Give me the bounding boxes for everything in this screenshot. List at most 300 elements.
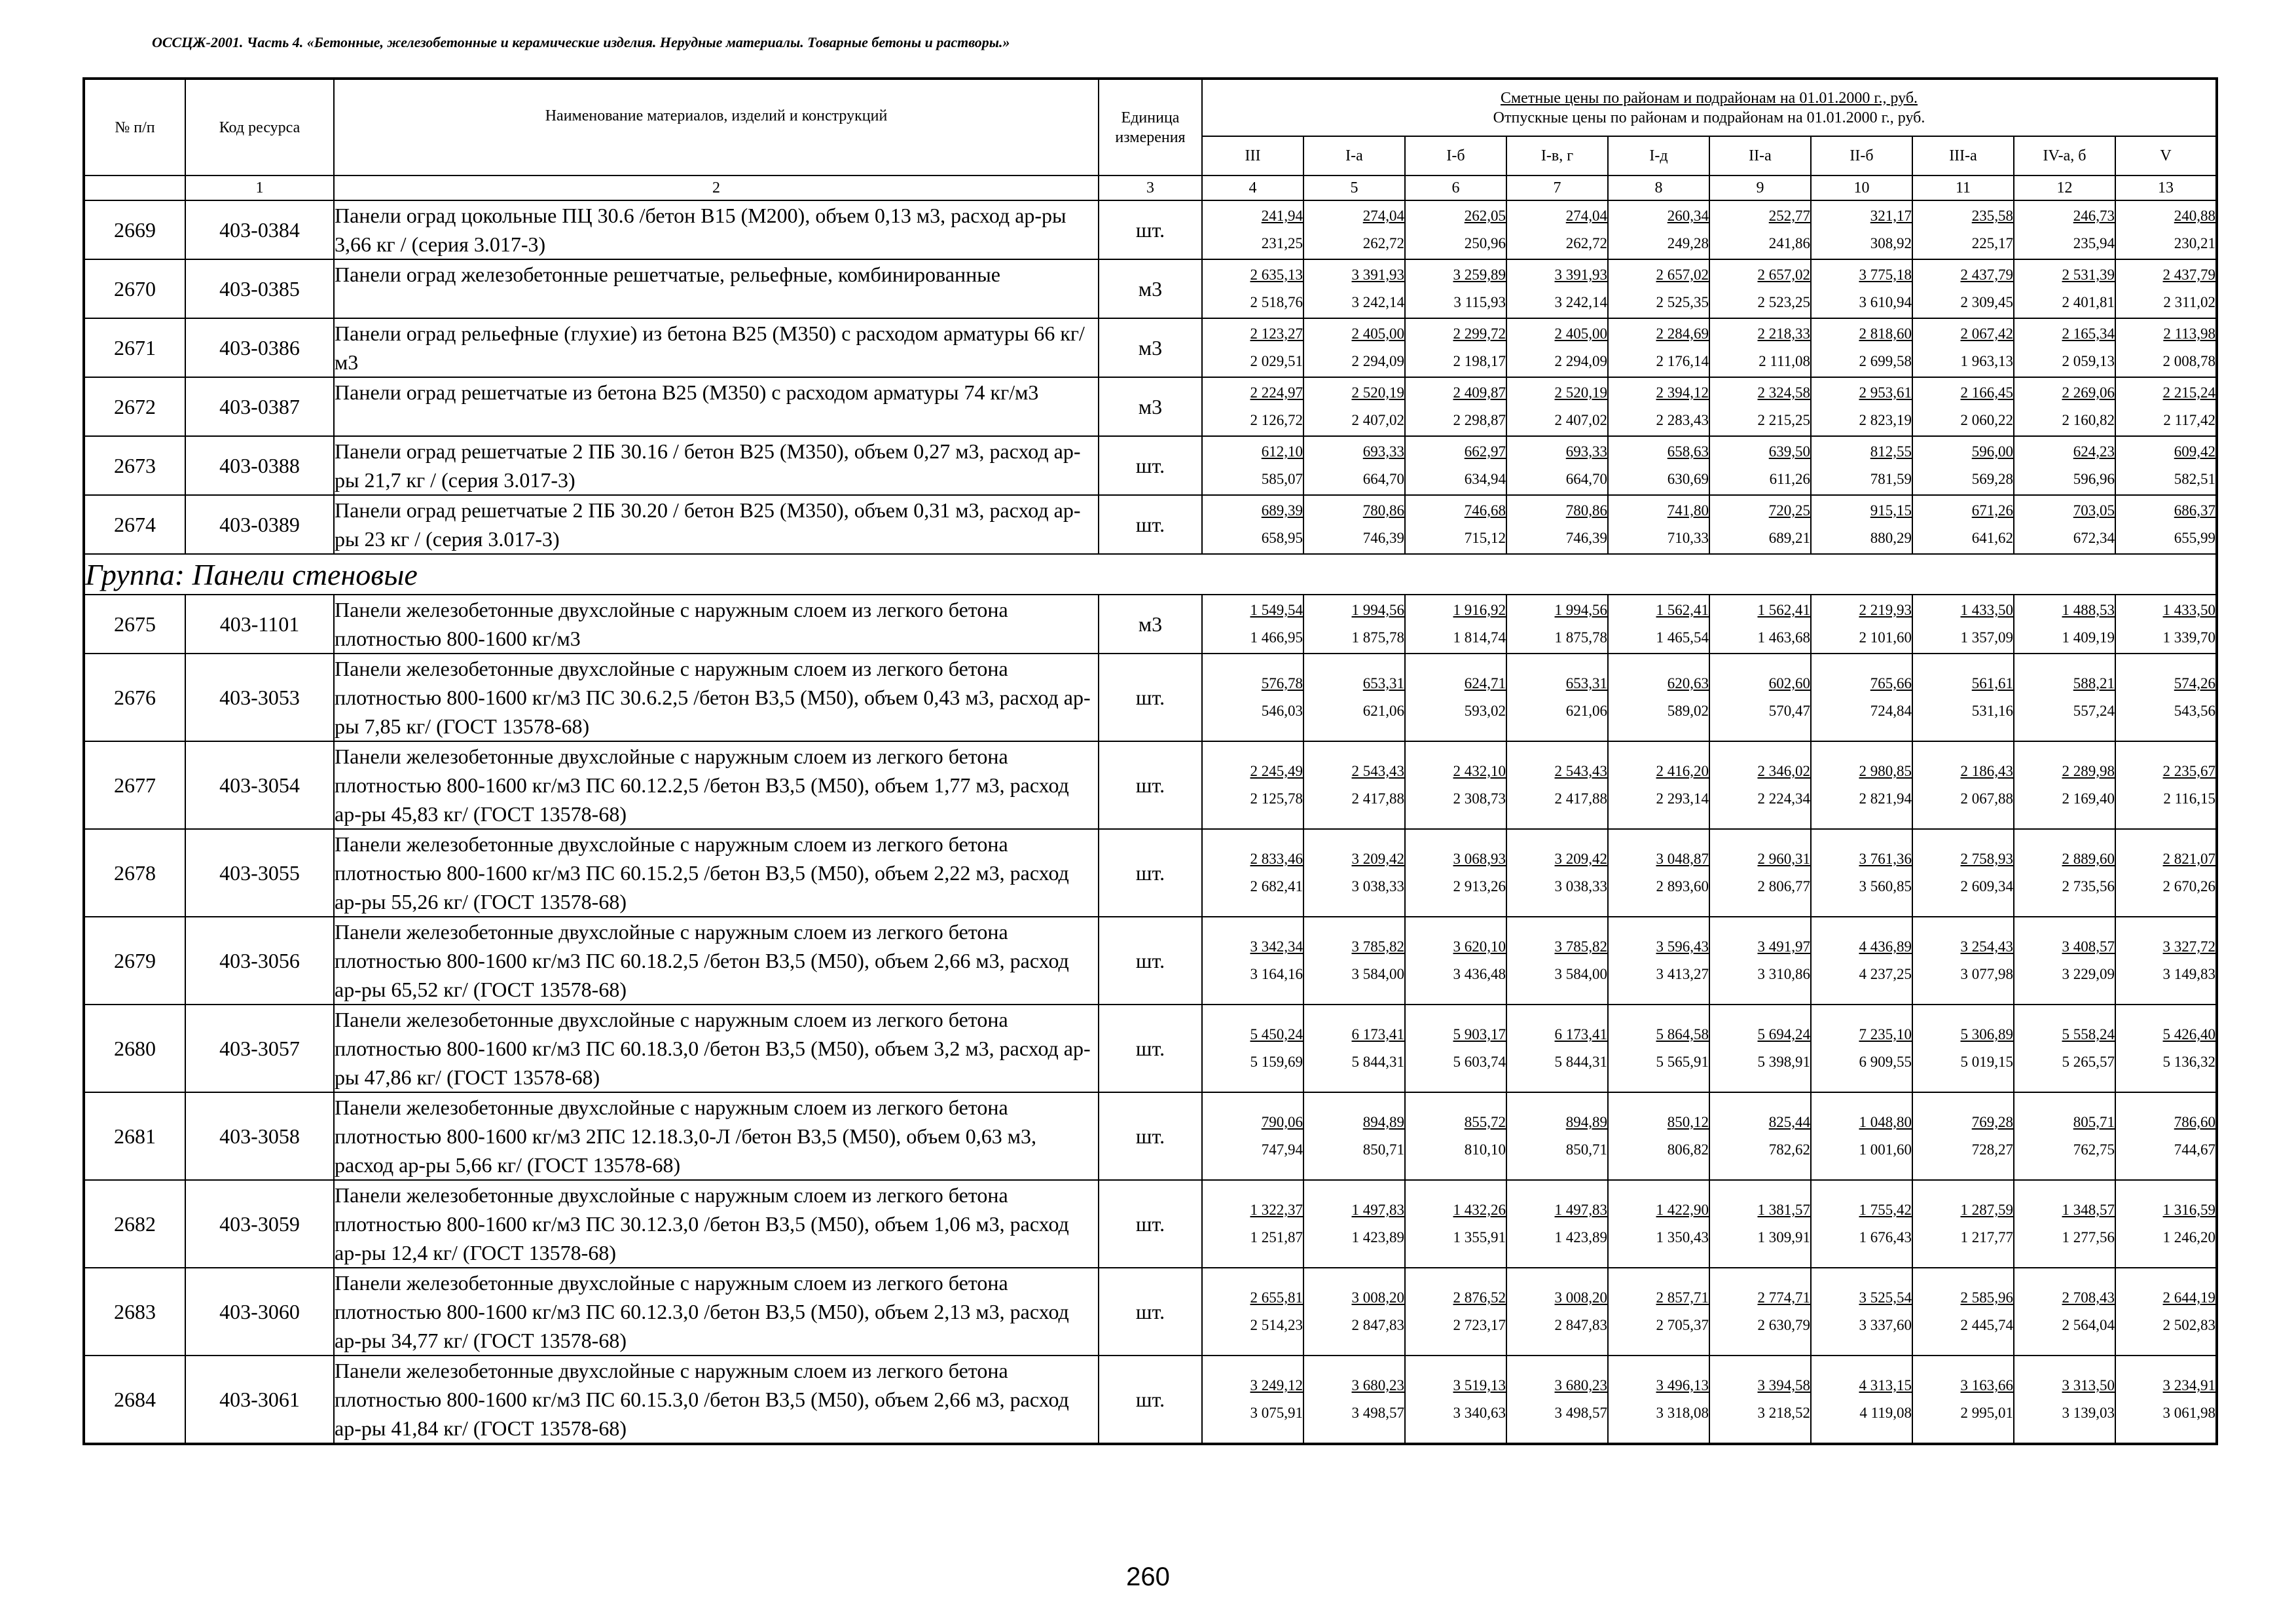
price-cell — [1303, 318, 1405, 377]
estimate-price: 2 437,79 — [1960, 267, 2013, 283]
estimate-price: 3 391,93 — [1554, 267, 1607, 283]
resource-code: 403-3059 — [185, 1180, 334, 1268]
column-number-cell: 4 — [1202, 175, 1303, 200]
release-price: 3 139,03 — [2062, 1405, 2115, 1421]
estimate-price: 689,39 — [1261, 502, 1303, 519]
price-cell — [2115, 1356, 2217, 1444]
estimate-price: 2 543,43 — [1554, 763, 1607, 779]
item-name: Панели железобетонные двухслойные с наружным слоем из легкого бетона плотностью 800-1600 кг/м3 — [334, 595, 1099, 654]
unit-of-measure: шт. — [1099, 741, 1202, 829]
price-cell — [1811, 1356, 1912, 1444]
release-price: 569,28 — [1971, 471, 2013, 487]
row-number: 2680 — [84, 1005, 185, 1092]
estimate-price: 2 416,20 — [1656, 763, 1709, 779]
estimate-price: 3 249,12 — [1250, 1377, 1303, 1393]
price-cell — [2115, 377, 2217, 436]
header-prices — [1202, 79, 2217, 136]
price-cell — [1608, 259, 1709, 318]
estimate-price: 2 657,02 — [1656, 267, 1709, 283]
price-cell — [1202, 917, 1303, 1005]
column-number-cell: 2 — [334, 175, 1099, 200]
release-price: 225,17 — [1971, 235, 2013, 251]
item-name: Панели железобетонные двухслойные с наружным слоем из легкого бетона плотностью 800-1600 кг/м3 ПС 60.15.2,5 /бетон В3,5 (М50), объем 2,22 м3, расход ар-ры 55,26 кг/ (ГОСТ 13578-68) — [334, 829, 1099, 917]
price-cell — [2115, 318, 2217, 377]
price-cell — [1811, 1268, 1912, 1356]
estimate-price: 3 680,23 — [1351, 1377, 1404, 1393]
estimate-price: 3 620,10 — [1453, 938, 1506, 955]
estimate-price: 894,89 — [1565, 1114, 1607, 1130]
estimate-price: 2 269,06 — [2062, 384, 2115, 401]
price-cell — [1202, 200, 1303, 259]
estimate-price: 2 123,27 — [1250, 325, 1303, 342]
column-number-cell: 6 — [1405, 175, 1506, 200]
estimate-price: 3 785,82 — [1351, 938, 1404, 955]
price-cell — [1912, 917, 2014, 1005]
estimate-price: 3 394,58 — [1757, 1377, 1810, 1393]
unit-of-measure: шт. — [1099, 200, 1202, 259]
estimate-price: 2 833,46 — [1250, 851, 1303, 867]
release-price: 2 525,35 — [1656, 294, 1709, 310]
region-header: III — [1202, 136, 1303, 175]
price-cell — [1608, 1356, 1709, 1444]
release-price: 2 417,88 — [1554, 790, 1607, 807]
release-price: 1 357,09 — [1960, 629, 2013, 646]
release-price: 235,94 — [2073, 235, 2115, 251]
table-row — [84, 1268, 2217, 1356]
resource-code: 403-3061 — [185, 1356, 334, 1444]
column-number-cell: 11 — [1912, 175, 2014, 200]
header-release-prices: Отпускные цены по районам и подрайонам на 01.01.2000 г., руб. — [1493, 109, 1925, 126]
estimate-price: 6 173,41 — [1554, 1026, 1607, 1043]
region-header: I-б — [1405, 136, 1506, 175]
release-price: 655,99 — [2174, 530, 2216, 546]
price-cell — [1506, 1356, 1608, 1444]
item-name: Панели оград решетчатые 2 ПБ 30.16 / бетон В25 (М350), объем 0,27 м3, расход ар-ры 21,7 кг / (серия 3.017-3) — [334, 436, 1099, 495]
release-price: 2 311,02 — [2163, 294, 2216, 310]
estimate-price: 703,05 — [2073, 502, 2115, 519]
estimate-price: 246,73 — [2073, 208, 2115, 224]
release-price: 664,70 — [1362, 471, 1404, 487]
release-price: 724,84 — [1870, 703, 1912, 719]
estimate-price: 235,58 — [1971, 208, 2013, 224]
price-cell — [2115, 595, 2217, 654]
price-cell — [1709, 1268, 1811, 1356]
release-price: 621,06 — [1565, 703, 1607, 719]
price-cell — [1709, 1180, 1811, 1268]
estimate-price: 3 391,93 — [1351, 267, 1404, 283]
price-cell — [1709, 318, 1811, 377]
release-price: 2 059,13 — [2062, 353, 2115, 369]
estimate-price: 624,71 — [1464, 675, 1506, 692]
estimate-price: 5 426,40 — [2162, 1026, 2216, 1043]
estimate-price: 1 381,57 — [1757, 1202, 1810, 1218]
table-row — [84, 917, 2217, 1005]
estimate-price: 3 008,20 — [1554, 1289, 1607, 1306]
region-header: III-а — [1912, 136, 2014, 175]
release-price: 531,16 — [1971, 703, 2013, 719]
row-number: 2676 — [84, 654, 185, 741]
release-price: 3 075,91 — [1250, 1405, 1303, 1421]
region-header: IV-а, б — [2014, 136, 2115, 175]
estimate-price: 2 346,02 — [1757, 763, 1810, 779]
price-cell — [1405, 829, 1506, 917]
release-price: 1 355,91 — [1453, 1229, 1506, 1246]
release-price: 3 149,83 — [2162, 966, 2216, 982]
price-cell — [1811, 741, 1912, 829]
estimate-price: 2 215,24 — [2162, 384, 2216, 401]
price-cell — [1709, 829, 1811, 917]
release-price: 2 060,22 — [1960, 412, 2013, 428]
release-price: 4 237,25 — [1859, 966, 1912, 982]
price-cell — [1405, 741, 1506, 829]
unit-of-measure: шт. — [1099, 1092, 1202, 1180]
estimate-price: 2 857,71 — [1656, 1289, 1709, 1306]
price-cell — [2014, 917, 2115, 1005]
release-price: 2 609,34 — [1960, 878, 2013, 895]
release-price: 5 265,57 — [2062, 1054, 2115, 1070]
release-price: 1 466,95 — [1250, 629, 1303, 646]
estimate-price: 2 067,42 — [1960, 325, 2013, 342]
price-cell — [1811, 654, 1912, 741]
resource-code: 403-3056 — [185, 917, 334, 1005]
price-cell — [1506, 654, 1608, 741]
price-cell — [2014, 829, 2115, 917]
release-price: 2 176,14 — [1656, 353, 1709, 369]
release-price: 664,70 — [1565, 471, 1607, 487]
price-cell — [1811, 917, 1912, 1005]
estimate-price: 1 316,59 — [2162, 1202, 2216, 1218]
price-cell — [2115, 436, 2217, 495]
price-cell — [1912, 1268, 2014, 1356]
row-number: 2679 — [84, 917, 185, 1005]
estimate-price: 1 562,41 — [1656, 602, 1709, 618]
estimate-price: 2 409,87 — [1453, 384, 1506, 401]
release-price: 2 893,60 — [1656, 878, 1709, 895]
estimate-price: 1 287,59 — [1960, 1202, 2013, 1218]
estimate-price: 588,21 — [2073, 675, 2115, 692]
estimate-price: 915,15 — [1870, 502, 1912, 519]
estimate-price: 2 657,02 — [1757, 267, 1810, 283]
price-cell — [2014, 654, 2115, 741]
resource-code: 403-0385 — [185, 259, 334, 318]
price-cell — [1405, 1005, 1506, 1092]
price-cell — [1506, 318, 1608, 377]
price-cell — [1709, 200, 1811, 259]
estimate-price: 671,26 — [1971, 502, 2013, 519]
unit-of-measure: м3 — [1099, 259, 1202, 318]
release-price: 782,62 — [1768, 1141, 1810, 1158]
item-name: Панели оград цокольные ПЦ 30.6 /бетон В15 (М200), объем 0,13 м3, расход ар-ры 3,66 кг / (серия 3.017-3) — [334, 200, 1099, 259]
release-price: 589,02 — [1667, 703, 1709, 719]
release-price: 880,29 — [1870, 530, 1912, 546]
estimate-price: 2 821,07 — [2162, 851, 2216, 867]
price-cell — [1506, 1005, 1608, 1092]
estimate-price: 262,05 — [1464, 208, 1506, 224]
row-number: 2678 — [84, 829, 185, 917]
item-name: Панели железобетонные двухслойные с наружным слоем из легкого бетона плотностью 800-1600 кг/м3 ПС 30.6.2,5 /бетон В3,5 (М50), объем 0,43 м3, расход ар-ры 7,85 кг/ (ГОСТ 13578-68) — [334, 654, 1099, 741]
row-number: 2675 — [84, 595, 185, 654]
unit-of-measure: шт. — [1099, 829, 1202, 917]
price-cell — [1811, 595, 1912, 654]
estimate-price: 894,89 — [1362, 1114, 1404, 1130]
release-price: 2 294,09 — [1351, 353, 1404, 369]
estimate-price: 2 437,79 — [2162, 267, 2216, 283]
release-price: 2 126,72 — [1250, 412, 1303, 428]
release-price: 728,27 — [1971, 1141, 2013, 1158]
item-name: Панели железобетонные двухслойные с наружным слоем из легкого бетона плотностью 800-1600 кг/м3 2ПС 12.18.3,0-Л /бетон В3,5 (М50), объем 0,63 м3, расход ар-ры 5,66 кг/ (ГОСТ 13578-68) — [334, 1092, 1099, 1180]
release-price: 2 308,73 — [1453, 790, 1506, 807]
estimate-price: 1 755,42 — [1859, 1202, 1912, 1218]
price-cell — [1303, 829, 1405, 917]
estimate-price: 3 234,91 — [2162, 1377, 2216, 1393]
price-cell — [1202, 1092, 1303, 1180]
estimate-price: 2 165,34 — [2062, 325, 2115, 342]
price-cell — [1202, 1005, 1303, 1092]
release-price: 2 723,17 — [1453, 1317, 1506, 1333]
price-cell — [2115, 1268, 2217, 1356]
resource-code: 403-0384 — [185, 200, 334, 259]
release-price: 2 823,19 — [1859, 412, 1912, 428]
region-header: II-б — [1811, 136, 1912, 175]
release-price: 5 398,91 — [1757, 1054, 1810, 1070]
release-price: 5 159,69 — [1250, 1054, 1303, 1070]
release-price: 744,67 — [2174, 1141, 2216, 1158]
row-number: 2673 — [84, 436, 185, 495]
estimate-price: 746,68 — [1464, 502, 1506, 519]
price-cell — [1811, 259, 1912, 318]
estimate-price: 765,66 — [1870, 675, 1912, 692]
estimate-price: 3 491,97 — [1757, 938, 1810, 955]
release-price: 582,51 — [2174, 471, 2216, 487]
resource-code: 403-0389 — [185, 495, 334, 554]
price-cell — [1608, 741, 1709, 829]
price-cell — [1303, 495, 1405, 554]
estimate-price: 2 394,12 — [1656, 384, 1709, 401]
price-cell — [1202, 654, 1303, 741]
release-price: 2 224,34 — [1757, 790, 1810, 807]
price-cell — [2115, 259, 2217, 318]
resource-code: 403-0386 — [185, 318, 334, 377]
estimate-price: 3 496,13 — [1656, 1377, 1709, 1393]
estimate-price: 596,00 — [1971, 443, 2013, 460]
estimate-price: 5 558,24 — [2062, 1026, 2115, 1043]
release-price: 557,24 — [2073, 703, 2115, 719]
price-cell — [1506, 1092, 1608, 1180]
release-price: 850,71 — [1565, 1141, 1607, 1158]
estimate-price: 2 774,71 — [1757, 1289, 1810, 1306]
release-price: 3 560,85 — [1859, 878, 1912, 895]
price-cell — [1202, 1356, 1303, 1444]
estimate-price: 1 497,83 — [1554, 1202, 1607, 1218]
estimate-price: 3 525,54 — [1859, 1289, 1912, 1306]
estimate-price: 3 209,42 — [1554, 851, 1607, 867]
price-cell — [2014, 436, 2115, 495]
estimate-price: 658,63 — [1667, 443, 1709, 460]
price-cell — [1405, 1268, 1506, 1356]
estimate-price: 693,33 — [1362, 443, 1404, 460]
column-number-cell — [84, 175, 185, 200]
table-row — [84, 741, 2217, 829]
release-price: 689,21 — [1768, 530, 1810, 546]
release-price: 2 518,76 — [1250, 294, 1303, 310]
release-price: 672,34 — [2073, 530, 2115, 546]
estimate-price: 1 433,50 — [2162, 602, 2216, 618]
estimate-price: 2 585,96 — [1960, 1289, 2013, 1306]
estimate-price: 2 405,00 — [1351, 325, 1404, 342]
release-price: 1 875,78 — [1554, 629, 1607, 646]
unit-of-measure: м3 — [1099, 318, 1202, 377]
estimate-price: 2 644,19 — [2162, 1289, 2216, 1306]
estimate-price: 780,86 — [1362, 502, 1404, 519]
estimate-price: 5 450,24 — [1250, 1026, 1303, 1043]
price-cell — [1506, 595, 1608, 654]
release-price: 2 564,04 — [2062, 1317, 2115, 1333]
release-price: 2 298,87 — [1453, 412, 1506, 428]
release-price: 2 670,26 — [2162, 878, 2216, 895]
price-cell — [1811, 1092, 1912, 1180]
release-price: 596,96 — [2073, 471, 2115, 487]
release-price: 1 246,20 — [2162, 1229, 2216, 1246]
release-price: 630,69 — [1667, 471, 1709, 487]
release-price: 658,95 — [1261, 530, 1303, 546]
price-cell — [2115, 1005, 2217, 1092]
price-cell — [2014, 1180, 2115, 1268]
item-name: Панели железобетонные двухслойные с наружным слоем из легкого бетона плотностью 800-1600 кг/м3 ПС 60.18.2,5 /бетон В3,5 (М50), объем 2,66 м3, расход ар-ры 65,52 кг/ (ГОСТ 13578-68) — [334, 917, 1099, 1005]
document-title: ОССЦЖ-2001. Часть 4. «Бетонные, железобетонные и керамические изделия. Нерудные материалы. Товарные бетоны и растворы.» — [152, 34, 1010, 50]
estimate-price: 850,12 — [1667, 1114, 1709, 1130]
estimate-price: 1 432,26 — [1453, 1202, 1506, 1218]
price-cell — [2115, 1180, 2217, 1268]
price-cell — [2014, 1356, 2115, 1444]
release-price: 2 705,37 — [1656, 1317, 1709, 1333]
column-number-cell: 3 — [1099, 175, 1202, 200]
price-cell — [2115, 917, 2217, 1005]
release-price: 308,92 — [1870, 235, 1912, 251]
table-row — [84, 595, 2217, 654]
estimate-price: 3 761,36 — [1859, 851, 1912, 867]
release-price: 262,72 — [1362, 235, 1404, 251]
estimate-price: 2 531,39 — [2062, 267, 2115, 283]
price-cell — [1405, 595, 1506, 654]
estimate-price: 662,97 — [1464, 443, 1506, 460]
table-row — [84, 1356, 2217, 1444]
release-price: 1 676,43 — [1859, 1229, 1912, 1246]
release-price: 2 116,15 — [2163, 790, 2216, 807]
estimate-price: 812,55 — [1870, 443, 1912, 460]
estimate-price: 2 876,52 — [1453, 1289, 1506, 1306]
header-unit: Единица измерения — [1099, 79, 1202, 175]
region-header: I-д — [1608, 136, 1709, 175]
release-price: 710,33 — [1667, 530, 1709, 546]
price-cell — [2014, 595, 2115, 654]
release-price: 2 699,58 — [1859, 353, 1912, 369]
price-cell — [1608, 1268, 1709, 1356]
price-cell — [1303, 200, 1405, 259]
release-price: 3 038,33 — [1351, 878, 1404, 895]
estimate-price: 3 775,18 — [1859, 267, 1912, 283]
price-cell — [1506, 917, 1608, 1005]
estimate-price: 3 209,42 — [1351, 851, 1404, 867]
row-number: 2670 — [84, 259, 185, 318]
price-cell — [1811, 377, 1912, 436]
price-cell — [1709, 495, 1811, 554]
release-price: 570,47 — [1768, 703, 1810, 719]
item-name: Панели железобетонные двухслойные с наружным слоем из легкого бетона плотностью 800-1600 кг/м3 ПС 60.15.3,0 /бетон В3,5 (М50), объем 2,66 м3, расход ар-ры 41,84 кг/ (ГОСТ 13578-68) — [334, 1356, 1099, 1444]
release-price: 2 847,83 — [1351, 1317, 1404, 1333]
table-row — [84, 200, 2217, 259]
estimate-price: 3 327,72 — [2162, 938, 2216, 955]
estimate-price: 3 785,82 — [1554, 938, 1607, 955]
estimate-price: 720,25 — [1768, 502, 1810, 519]
estimate-price: 825,44 — [1768, 1114, 1810, 1130]
price-cell — [1405, 1092, 1506, 1180]
estimate-price: 1 497,83 — [1351, 1202, 1404, 1218]
unit-of-measure: шт. — [1099, 917, 1202, 1005]
price-cell — [1405, 1356, 1506, 1444]
release-price: 2 117,42 — [2163, 412, 2216, 428]
release-price: 1 465,54 — [1656, 629, 1709, 646]
release-price: 5 844,31 — [1554, 1054, 1607, 1070]
estimate-price: 3 068,93 — [1453, 851, 1506, 867]
release-price: 2 417,88 — [1351, 790, 1404, 807]
release-price: 3 038,33 — [1554, 878, 1607, 895]
release-price: 2 008,78 — [2162, 353, 2216, 369]
release-price: 2 401,81 — [2062, 294, 2115, 310]
row-number: 2683 — [84, 1268, 185, 1356]
release-price: 2 995,01 — [1960, 1405, 2013, 1421]
column-number-cell: 9 — [1709, 175, 1811, 200]
price-cell — [1303, 377, 1405, 436]
release-price: 762,75 — [2073, 1141, 2115, 1158]
release-price: 2 407,02 — [1554, 412, 1607, 428]
estimate-price: 2 284,69 — [1656, 325, 1709, 342]
release-price: 4 119,08 — [1859, 1405, 1912, 1421]
release-price: 3 318,08 — [1656, 1405, 1709, 1421]
price-cell — [1811, 1005, 1912, 1092]
price-cell — [2014, 1268, 2115, 1356]
price-cell — [1709, 1005, 1811, 1092]
estimate-price: 741,80 — [1667, 502, 1709, 519]
estimate-price: 2 635,13 — [1250, 267, 1303, 283]
release-price: 1 217,77 — [1960, 1229, 2013, 1246]
estimate-price: 2 980,85 — [1859, 763, 1912, 779]
release-price: 746,39 — [1362, 530, 1404, 546]
estimate-price: 2 889,60 — [2062, 851, 2115, 867]
release-price: 2 215,25 — [1757, 412, 1810, 428]
price-cell — [1912, 436, 2014, 495]
price-cell — [1608, 1180, 1709, 1268]
release-price: 715,12 — [1464, 530, 1506, 546]
table-row — [84, 1005, 2217, 1092]
release-price: 5 603,74 — [1453, 1054, 1506, 1070]
estimate-price: 624,23 — [2073, 443, 2115, 460]
price-cell — [1506, 1180, 1608, 1268]
release-price: 3 229,09 — [2062, 966, 2115, 982]
release-price: 3 498,57 — [1554, 1405, 1607, 1421]
price-cell — [1303, 1092, 1405, 1180]
estimate-price: 5 694,24 — [1757, 1026, 1810, 1043]
release-price: 1 814,74 — [1453, 629, 1506, 646]
estimate-price: 2 818,60 — [1859, 325, 1912, 342]
estimate-price: 2 186,43 — [1960, 763, 2013, 779]
estimate-price: 2 758,93 — [1960, 851, 2013, 867]
estimate-price: 1 048,80 — [1859, 1114, 1912, 1130]
item-name: Панели железобетонные двухслойные с наружным слоем из легкого бетона плотностью 800-1600 кг/м3 ПС 60.12.2,5 /бетон В3,5 (М50), объем 1,77 м3, расход ар-ры 45,83 кг/ (ГОСТ 13578-68) — [334, 741, 1099, 829]
estimate-price: 2 960,31 — [1757, 851, 1810, 867]
estimate-price: 2 235,67 — [2162, 763, 2216, 779]
release-price: 1 463,68 — [1757, 629, 1810, 646]
release-price: 5 019,15 — [1960, 1054, 2013, 1070]
